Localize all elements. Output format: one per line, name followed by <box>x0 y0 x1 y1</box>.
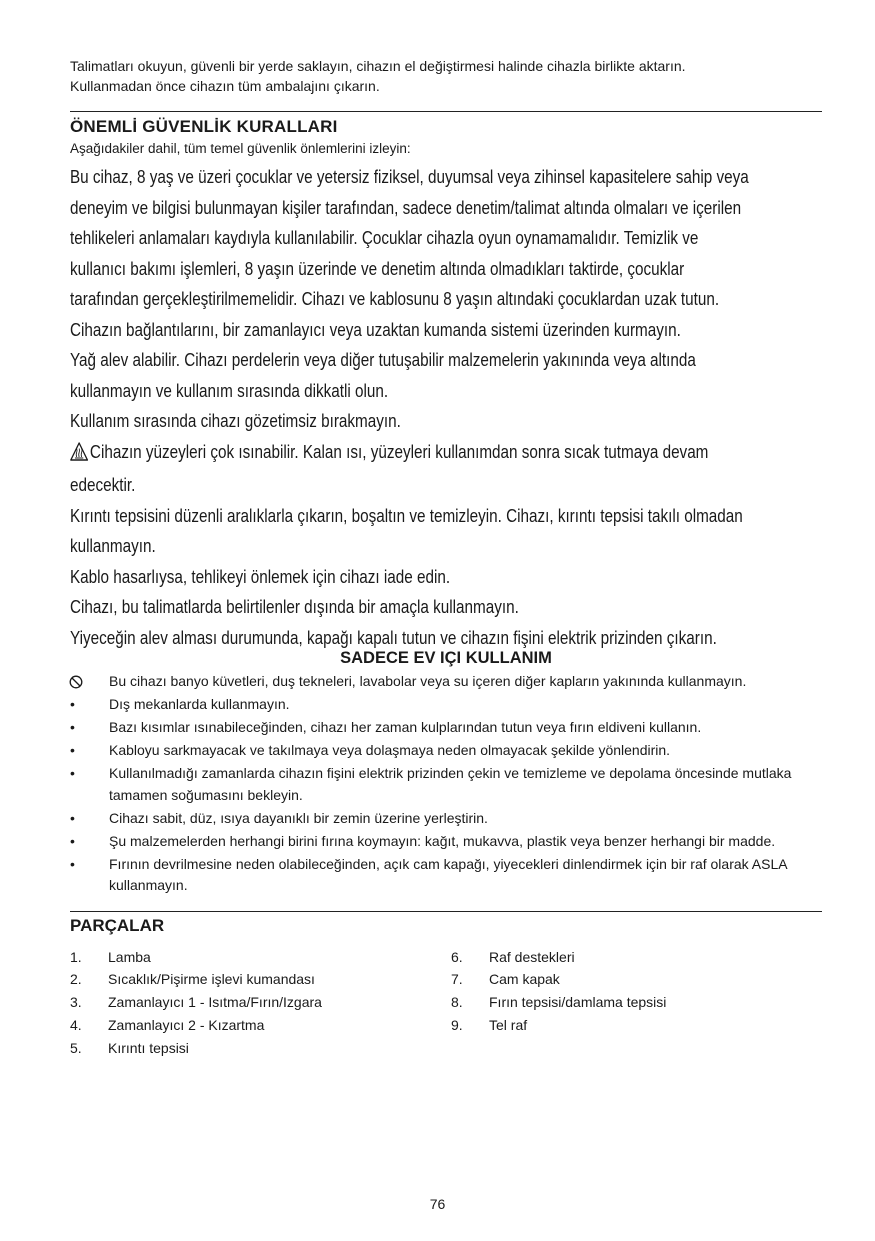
safety-body <box>70 162 822 653</box>
bullet: • <box>70 742 75 758</box>
list-item <box>70 808 822 830</box>
page-number: 76 <box>429 1196 446 1212</box>
safety-subtitle: Aşağıdakiler dahil, tüm temel güvenlik önlemlerini izleyin: <box>70 141 411 156</box>
list-item <box>70 854 822 897</box>
part-item <box>70 968 451 991</box>
list-item <box>70 671 822 693</box>
safety-line: tarafından gerçekleştirilmemelidir. Cihazı ve kablosunu 8 yaşın altındaki çocuklardan uzak tutun. <box>70 288 720 309</box>
safety-line-hot <box>70 437 708 471</box>
list-item-text: Fırının devrilmesine neden olabileceğinden, açık cam kapağı, yiyecekleri dinlendirmek için bir raf olarak ASLA kullanmayın. <box>109 855 787 893</box>
home-use-list <box>70 671 822 897</box>
list-item <box>70 717 822 739</box>
part-number: 2. <box>70 971 82 988</box>
section-divider <box>70 111 822 112</box>
list-item-text: Şu malzemelerden herhangi birini fırına koymayın: kağıt, mukavva, plastik veya benzer herhangi bir madde. <box>109 832 776 849</box>
safety-line: Kullanım sırasında cihazı gözetimsiz bırakmayın. <box>70 410 401 431</box>
list-item-text: Bazı kısımlar ısınabileceğinden, cihazı her zaman kulplarından tutun veya fırın eldiveni kullanın. <box>109 719 702 735</box>
part-item <box>451 991 666 1014</box>
list-item <box>70 763 822 806</box>
bullet: • <box>70 809 75 826</box>
part-label: Raf destekleri <box>489 948 575 965</box>
bullet: • <box>70 832 75 849</box>
part-label: Cam kapak <box>489 971 560 988</box>
part-number: 9. <box>451 1016 463 1033</box>
intro-line: Talimatları okuyun, güvenli bir yerde saklayın, cihazın el değiştirmesi halinde cihazla birlikte aktarın. <box>70 58 686 74</box>
list-item <box>70 694 822 716</box>
part-number: 8. <box>451 994 463 1011</box>
part-number: 7. <box>451 971 463 988</box>
part-number: 1. <box>70 948 82 965</box>
bullet: • <box>70 719 75 735</box>
part-item <box>70 946 451 969</box>
part-label: Kırıntı tepsisi <box>108 1039 189 1056</box>
part-item <box>70 991 451 1014</box>
part-item <box>70 1014 451 1037</box>
safety-line: kullanmayın ve kullanım sırasında dikkatli olun. <box>70 379 389 401</box>
part-number: 4. <box>70 1016 82 1033</box>
safety-line: tehlikeleri anlamaları kaydıyla kullanılabilir. Çocuklar cihazla oyun oynamamalıdır. Temizlik ve <box>70 227 699 248</box>
part-item <box>451 946 666 969</box>
prohibited-icon <box>69 674 83 696</box>
list-item-text: Kabloyu sarkmayacak ve takılmaya veya dolaşmaya neden olmayacak şekilde yönlendirin. <box>109 742 671 758</box>
part-item <box>451 968 666 991</box>
parts-column-1 <box>70 946 451 1060</box>
part-label: Lamba <box>108 948 151 965</box>
part-item <box>451 1014 666 1037</box>
list-item <box>70 740 822 762</box>
safety-line: Cihazı, bu talimatlarda belirtilenler dışında bir amaçla kullanmayın. <box>70 596 519 617</box>
list-item-text: Bu cihazı banyo küvetleri, duş tekneleri, lavabolar veya su içeren diğer kapların yakınında kullanmayın. <box>109 673 747 689</box>
safety-line: kullanmayın. <box>70 535 156 556</box>
part-number: 6. <box>451 948 463 965</box>
document-page <box>70 56 822 1059</box>
list-item-text: Dış mekanlarda kullanmayın. <box>109 696 290 712</box>
section-divider <box>70 911 822 912</box>
safety-line: Kırıntı tepsisini düzenli aralıklarla çıkarın, boşaltın ve temizleyin. Cihazı, kırıntı tepsisi takılı olmadan <box>70 504 743 526</box>
intro-line: Kullanmadan önce cihazın tüm ambalajını çıkarın. <box>70 78 380 94</box>
bullet: • <box>70 696 75 712</box>
hot-surface-text: Cihazın yüzeyleri çok ısınabilir. Kalan ısı, yüzeyleri kullanımdan sonra sıcak tutmaya devam <box>89 440 709 462</box>
parts-list <box>70 946 822 1060</box>
list-item-text: Cihazı sabit, düz, ısıya dayanıklı bir zemin üzerine yerleştirin. <box>109 809 488 826</box>
part-label: Zamanlayıcı 2 - Kızartma <box>108 1016 265 1033</box>
safety-line: edecektir. <box>70 474 136 495</box>
safety-line: Yiyeceğin alev alması durumunda, kapağı kapalı tutun ve cihazın fişini elektrik prizinden çıkarın. <box>70 626 717 648</box>
part-item <box>70 1037 451 1060</box>
safety-line: deneyim ve bilgisi bulunmayan kişiler tarafından, sadece denetim/talimat altında olmaları ve içerilen <box>70 196 742 218</box>
safety-title: ÖNEMLİ GÜVENLİK KURALLARI <box>70 117 338 136</box>
part-label: Zamanlayıcı 1 - Isıtma/Fırın/Izgara <box>108 994 322 1011</box>
parts-column-2 <box>451 946 666 1060</box>
list-item <box>70 831 822 853</box>
safety-line: Cihazın bağlantılarını, bir zamanlayıcı veya uzaktan kumanda sistemi üzerinden kurmayın. <box>70 318 681 340</box>
safety-line: Kablo hasarlıysa, tehlikeyi önlemek için cihazı iade edin. <box>70 565 451 587</box>
list-item-text: Kullanılmadığı zamanlarda cihazın fişini elektrik prizinden çekin ve temizleme ve depolama öncesinde mutlaka tamamen soğumasını bekleyin. <box>109 765 792 803</box>
safety-line: Bu cihaz, 8 yaş ve üzeri çocuklar ve yetersiz fiziksel, duyumsal veya zihinsel kapasitelere sahip veya <box>70 166 749 187</box>
part-number: 5. <box>70 1039 82 1056</box>
part-number: 3. <box>70 994 82 1011</box>
parts-title: PARÇALAR <box>70 915 165 935</box>
bullet: • <box>70 855 75 872</box>
safety-line: Yağ alev alabilir. Cihazı perdelerin veya diğer tutuşabilir malzemelerin yakınında veya altında <box>70 349 696 370</box>
safety-line: kullanıcı bakımı işlemleri, 8 yaşın üzerinde ve denetim altında olmadıkları taktirde, çocuklar <box>70 257 685 279</box>
intro-text <box>70 56 822 96</box>
hot-surface-warning-icon <box>70 440 88 471</box>
part-label: Fırın tepsisi/damlama tepsisi <box>489 994 667 1011</box>
bullet: • <box>70 765 75 781</box>
part-label: Tel raf <box>489 1016 528 1033</box>
part-label: Sıcaklık/Pişirme işlevi kumandası <box>108 971 315 988</box>
home-use-title: SADECE EV IÇI KULLANIM <box>340 649 552 667</box>
